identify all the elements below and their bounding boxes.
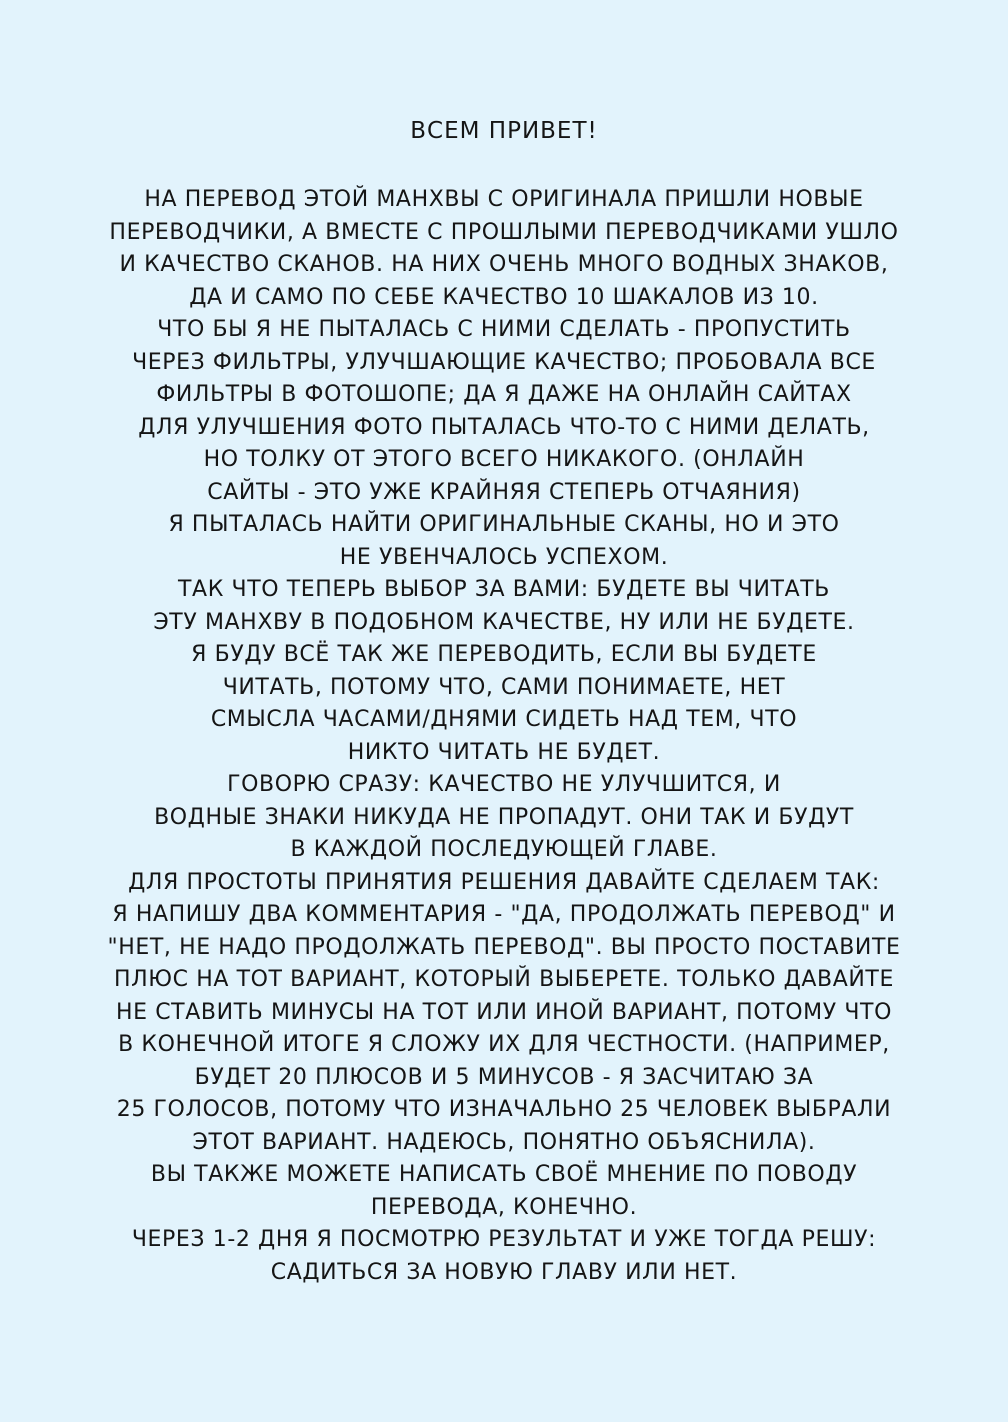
notice-line: ГОВОРЮ СРАЗУ: КАЧЕСТВО НЕ УЛУЧШИТСЯ, И — [227, 772, 781, 797]
notice-line: "НЕТ, НЕ НАДО ПРОДОЛЖАТЬ ПЕРЕВОД". ВЫ ПРОСТО ПОСТАВИТЕ — [107, 934, 901, 960]
notice-line: НЕ УВЕНЧАЛОСЬ УСПЕХОМ. — [339, 544, 669, 570]
notice-line: И КАЧЕСТВО СКАНОВ. НА НИХ ОЧЕНЬ МНОГО ВОДНЫХ ЗНАКОВ, — [119, 252, 889, 277]
notice-line: ЧЕРЕЗ 1-2 ДНЯ Я ПОСМОТРЮ РЕЗУЛЬТАТ И УЖЕ ТОГДА РЕШУ: — [131, 1227, 877, 1252]
notice-line: ПЛЮС НА ТОТ ВАРИАНТ, КОТОРЫЙ ВЫБЕРЕТЕ. ТОЛЬКО ДАВАЙТЕ — [114, 967, 894, 992]
notice-line: В КОНЕЧНОЙ ИТОГЕ Я СЛОЖУ ИХ ДЛЯ ЧЕСТНОСТИ. (НАПРИМЕР, — [118, 1032, 890, 1057]
notice-line: ЭТУ МАНХВУ В ПОДОБНОМ КАЧЕСТВЕ, НУ ИЛИ НЕ БУДЕТЕ. — [153, 609, 855, 635]
notice-line: ЧИТАТЬ, ПОТОМУ ЧТО, САМИ ПОНИМАЕТЕ, НЕТ — [222, 674, 786, 700]
notice-line: Я БУДУ ВСЁ ТАК ЖЕ ПЕРЕВОДИТЬ, ЕСЛИ ВЫ БУДЕТЕ — [191, 642, 817, 667]
notice-line: НИКТО ЧИТАТЬ НЕ БУДЕТ. — [347, 739, 661, 765]
notice-line: ЧЕРЕЗ ФИЛЬТРЫ, УЛУЧШАЮЩИЕ КАЧЕСТВО; ПРОБОВАЛА ВСЕ — [132, 349, 876, 375]
notice-line: ВОДНЫЕ ЗНАКИ НИКУДА НЕ ПРОПАДУТ. ОНИ ТАК И БУДУТ — [154, 804, 854, 830]
notice-body — [40, 184, 968, 1289]
notice-line: ЭТОТ ВАРИАНТ. НАДЕЮСЬ, ПОНЯТНО ОБЪЯСНИЛА). — [192, 1129, 816, 1155]
notice-line: СМЫСЛА ЧАСАМИ/ДНЯМИ СИДЕТЬ НАД ТЕМ, ЧТО — [210, 707, 798, 732]
notice-line: ДЛЯ ПРОСТОТЫ ПРИНЯТИЯ РЕШЕНИЯ ДАВАЙТЕ СДЕЛАЕМ ТАК: — [128, 869, 880, 895]
notice-line: ПЕРЕВОДЧИКИ, А ВМЕСТЕ С ПРОШЛЫМИ ПЕРЕВОДЧИКАМИ УШЛО — [109, 219, 899, 245]
notice-line: НО ТОЛКУ ОТ ЭТОГО ВСЕГО НИКАКОГО. (ОНЛАЙН — [203, 447, 805, 472]
notice-line: В КАЖДОЙ ПОСЛЕДУЮЩЕЙ ГЛАВЕ. — [290, 837, 718, 862]
notice-line: ВЫ ТАКЖЕ МОЖЕТЕ НАПИСАТЬ СВОЁ МНЕНИЕ ПО ПОВОДУ — [150, 1162, 858, 1187]
notice-line: БУДЕТ 20 ПЛЮСОВ И 5 МИНУСОВ - Я ЗАСЧИТАЮ ЗА — [194, 1064, 814, 1090]
notice-line: ДЛЯ УЛУЧШЕНИЯ ФОТО ПЫТАЛАСЬ ЧТО-ТО С НИМИ ДЕЛАТЬ, — [138, 414, 870, 440]
notice-line: ФИЛЬТРЫ В ФОТОШОПЕ; ДА Я ДАЖЕ НА ОНЛАЙН САЙТАХ — [156, 382, 852, 407]
notice-line: ТАК ЧТО ТЕПЕРЬ ВЫБОР ЗА ВАМИ: БУДЕТЕ ВЫ ЧИТАТЬ — [178, 577, 830, 602]
notice-line: 25 ГОЛОСОВ, ПОТОМУ ЧТО ИЗНАЧАЛЬНО 25 ЧЕЛОВЕК ВЫБРАЛИ — [116, 1097, 892, 1122]
notice-line: НА ПЕРЕВОД ЭТОЙ МАНХВЫ С ОРИГИНАЛА ПРИШЛИ НОВЫЕ — [144, 187, 864, 212]
notice-line: ПЕРЕВОДА, КОНЕЧНО. — [370, 1194, 638, 1220]
notice-line: ЧТО БЫ Я НЕ ПЫТАЛАСЬ С НИМИ СДЕЛАТЬ - ПРОПУСТИТЬ — [157, 317, 851, 342]
notice-line: САЙТЫ - ЭТО УЖЕ КРАЙНЯЯ СТЕПЕРЬ ОТЧАЯНИЯ) — [207, 479, 801, 505]
notice-line: САДИТЬСЯ ЗА НОВУЮ ГЛАВУ ИЛИ НЕТ. — [270, 1259, 738, 1285]
notice-line: Я ПЫТАЛАСЬ НАЙТИ ОРИГИНАЛЬНЫЕ СКАНЫ, НО И ЭТО — [168, 512, 840, 537]
notice-line: ДА И САМО ПО СЕБЕ КАЧЕСТВО 10 ШАКАЛОВ ИЗ 10. — [189, 284, 819, 310]
notice-line: Я НАПИШУ ДВА КОММЕНТАРИЯ - "ДА, ПРОДОЛЖАТЬ ПЕРЕВОД" И — [112, 902, 896, 927]
greeting-heading: ВСЕМ ПРИВЕТ! — [410, 118, 598, 144]
notice-line: НЕ СТАВИТЬ МИНУСЫ НА ТОТ ИЛИ ИНОЙ ВАРИАНТ, ПОТОМУ ЧТО — [115, 999, 893, 1025]
